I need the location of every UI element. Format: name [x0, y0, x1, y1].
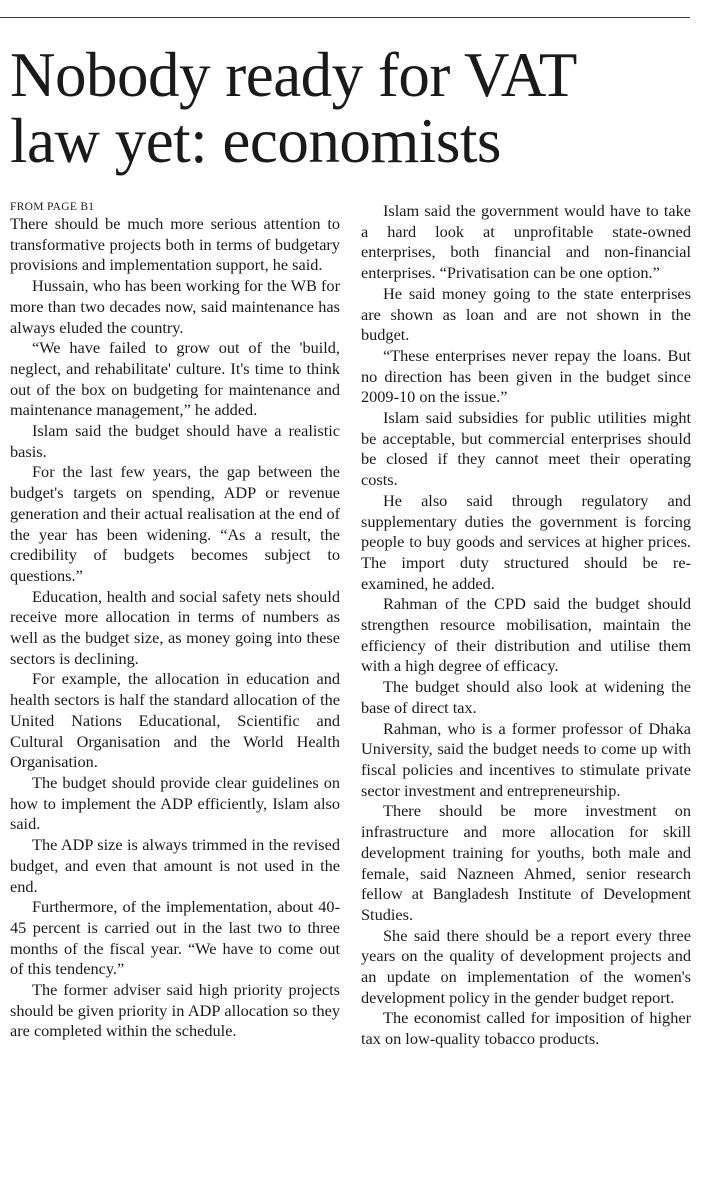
- paragraph: Rahman of the CPD said the budget should strengthen resource mobilisation, maintain the efficiency of their distribution and utilise them with a high degree of efficacy.: [361, 594, 691, 676]
- paragraph: The economist called for imposition of higher tax on low-quality tobacco products.: [361, 1008, 691, 1049]
- paragraph: There should be more investment on infrastructure and more allocation for skill development training for youths, both male and female, said Nazneen Ahmed, senior research fellow at Bangladesh Institute of Development Studies.: [361, 801, 691, 924]
- paragraph: For example, the allocation in education and health sectors is half the standard allocation of the United Nations Educational, Scientific and Cultural Organisation and the World Health Organisation.: [10, 669, 340, 772]
- paragraph: Furthermore, of the implementation, about 40-45 percent is carried out in the last two to three months of the fiscal year. “We have to come out of this tendency.”: [10, 897, 340, 979]
- left-column: [10, 200, 340, 1042]
- paragraph: There should be much more serious attention to transformative projects both in terms of budgetary provisions and implementation support, he said.: [10, 214, 340, 275]
- paragraph: She said there should be a report every three years on the quality of development projects and an update on implementation of the women's development policy in the gender budget report.: [361, 925, 691, 1007]
- paragraph: Islam said the budget should have a realistic basis.: [10, 421, 340, 461]
- paragraph: He said money going to the state enterprises are shown as loan and are not shown in the budget.: [361, 283, 691, 345]
- paragraph: Rahman, who is a former professor of Dhaka University, said the budget needs to come up with fiscal policies and incentives to stimulate private sector investment and entrepreneurship.: [361, 718, 691, 800]
- paragraph: He also said through regulatory and supplementary duties the government is forcing people to buy goods and services at higher prices. The import duty structured should be re-examined, he added.: [361, 490, 691, 593]
- paragraph: Islam said the government would have to take a hard look at unprofitable state-owned enterprises, both financial and non-financial enterprises. “Privatisation can be one option.”: [361, 201, 691, 283]
- paragraph: Hussain, who has been working for the WB for more than two decades now, said maintenance has always eluded the country.: [10, 276, 340, 337]
- paragraph: Education, health and social safety nets should receive more allocation in terms of numbers as well as the budget size, as money going into these sectors is declining.: [10, 586, 340, 668]
- headline-line-1: Nobody ready for VAT: [10, 40, 577, 110]
- right-column: [361, 201, 691, 1050]
- paragraph: “These enterprises never repay the loans. But no direction has been given in the budget since 2009-10 on the issue.”: [361, 345, 691, 407]
- paragraph: Islam said subsidies for public utilities might be acceptable, but commercial enterprises should be closed if they cannot meet their operating costs.: [361, 408, 691, 490]
- paragraph: The budget should also look at widening the base of direct tax.: [361, 677, 691, 717]
- headline-line-2: law yet: economists: [10, 106, 501, 176]
- paragraph: The former adviser said high priority projects should be given priority in ADP allocation so they are completed within the schedule.: [10, 980, 340, 1041]
- top-divider: [0, 17, 690, 18]
- paragraph: The ADP size is always trimmed in the revised budget, and even that amount is not used in the end.: [10, 835, 340, 896]
- paragraph: For the last few years, the gap between the budget's targets on spending, ADP or revenue generation and their actual realisation at the end of the year has been widening. “As a result, the credibility of budgets becomes subject to questions.”: [10, 462, 341, 585]
- paragraph: The budget should provide clear guidelines on how to implement the ADP efficiently, Islam also said.: [10, 772, 340, 834]
- jump-label: FROM PAGE B1: [10, 201, 95, 213]
- headline: [10, 42, 710, 174]
- paragraph: “We have failed to grow out of the 'build, neglect, and rehabilitate' culture. It's time to think out of the box on budgeting for maintenance and maintenance management,” he added.: [10, 338, 340, 420]
